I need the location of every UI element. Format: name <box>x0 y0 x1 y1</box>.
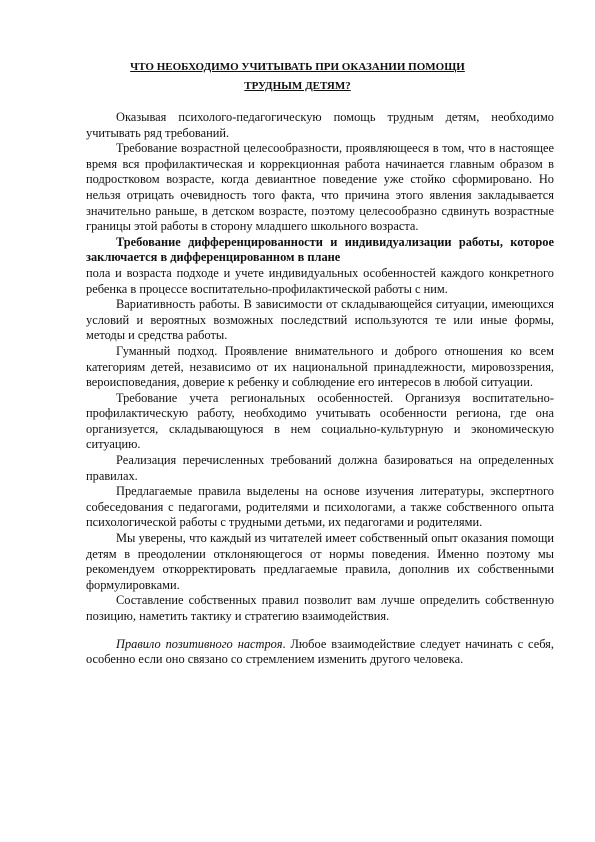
paragraph-own-rules: Составление собственных правил позволит вам лучше определить собственную позицию, наметить тактику и стратегию взаимодействия. <box>86 593 554 623</box>
paragraph-variability: Вариативность работы. В зависимости от складывающейся ситуации, имеющихся условий и вероятных возможных последствий используются те или иные формы, методы и средства работы. <box>86 297 554 343</box>
paragraph-differentiation-heading: Требование дифференцированности и индивидуализации работы, которое заключается в дифференцированном в плане <box>86 234 554 265</box>
paragraph-positive-rule <box>86 637 554 668</box>
document-title: ЧТО НЕОБХОДИМО УЧИТЫВАТЬ ПРИ ОКАЗАНИИ ПОМОЩИ ТРУДНЫМ ДЕТЯМ? <box>130 61 465 92</box>
paragraph-regional: Требование учета региональных особенностей. Организуя воспитательно-профилактическую работу, необходимо учитывать особенности региона, где она организуется, складывающуюся в нем социально-культурную и экономическую ситуацию. <box>86 390 554 452</box>
rule-text: . Любое взаимодействие следует начинать с себя, особенно если оно связано со стремлением изменить другого человека. <box>86 636 554 667</box>
paragraph-humane-approach: Гуманный подход. Проявление внимательного и доброго отношения ко всем категориям детей, независимо от их национальной принадлежности, мировоззрения, вероисповедания, доверие к ребенку и соблюдение его интересов в любой ситуации. <box>86 343 554 390</box>
paragraph-age-requirement: Требование возрастной целесообразности, проявляющееся в том, что в настоящее время вся профилактическая и коррекционная работа начинается главным образом в подростковом возрасте, когда девиантное поведение уже стойко сформировано. Но нельзя отрицать очевидность того факта, что причина этого явления закладывается значительно раньше, в детском возрасте, поэтому целесообразно сдвинуть возрастные границы этой работы в сторону младшего школьного возраста. <box>86 141 554 234</box>
document-body <box>86 110 554 668</box>
paragraph-realization: Реализация перечисленных требований должна базироваться на определенных правилах. <box>86 453 554 483</box>
paragraph-differentiation-text: пола и возраста подходе и учете индивидуальных особенностей каждого конкретного ребенка в процессе воспитательно-профилактической работы с ним. <box>86 265 554 296</box>
rule-name: Правило позитивного настроя <box>116 636 283 651</box>
paragraph-proposed-rules: Предлагаемые правила выделены на основе изучения литературы, экспертного собеседования с педагогами, родителями и психологами, а также собственного опыта психологической работы с трудными детьми, их педагогами и родителями. <box>86 484 554 530</box>
paragraph-readers-experience: Мы уверены, что каждый из читателей имеет собственный опыт оказания помощи детям в преодолении отклоняющегося от нормы поведения. Именно поэтому мы рекомендуем откорректировать предлагаемые правила, дополнив их собственными формулировками. <box>86 531 554 592</box>
paragraph-intro: Оказывая психолого-педагогическую помощь трудным детям, необходимо учитывать ряд требований. <box>86 110 554 140</box>
